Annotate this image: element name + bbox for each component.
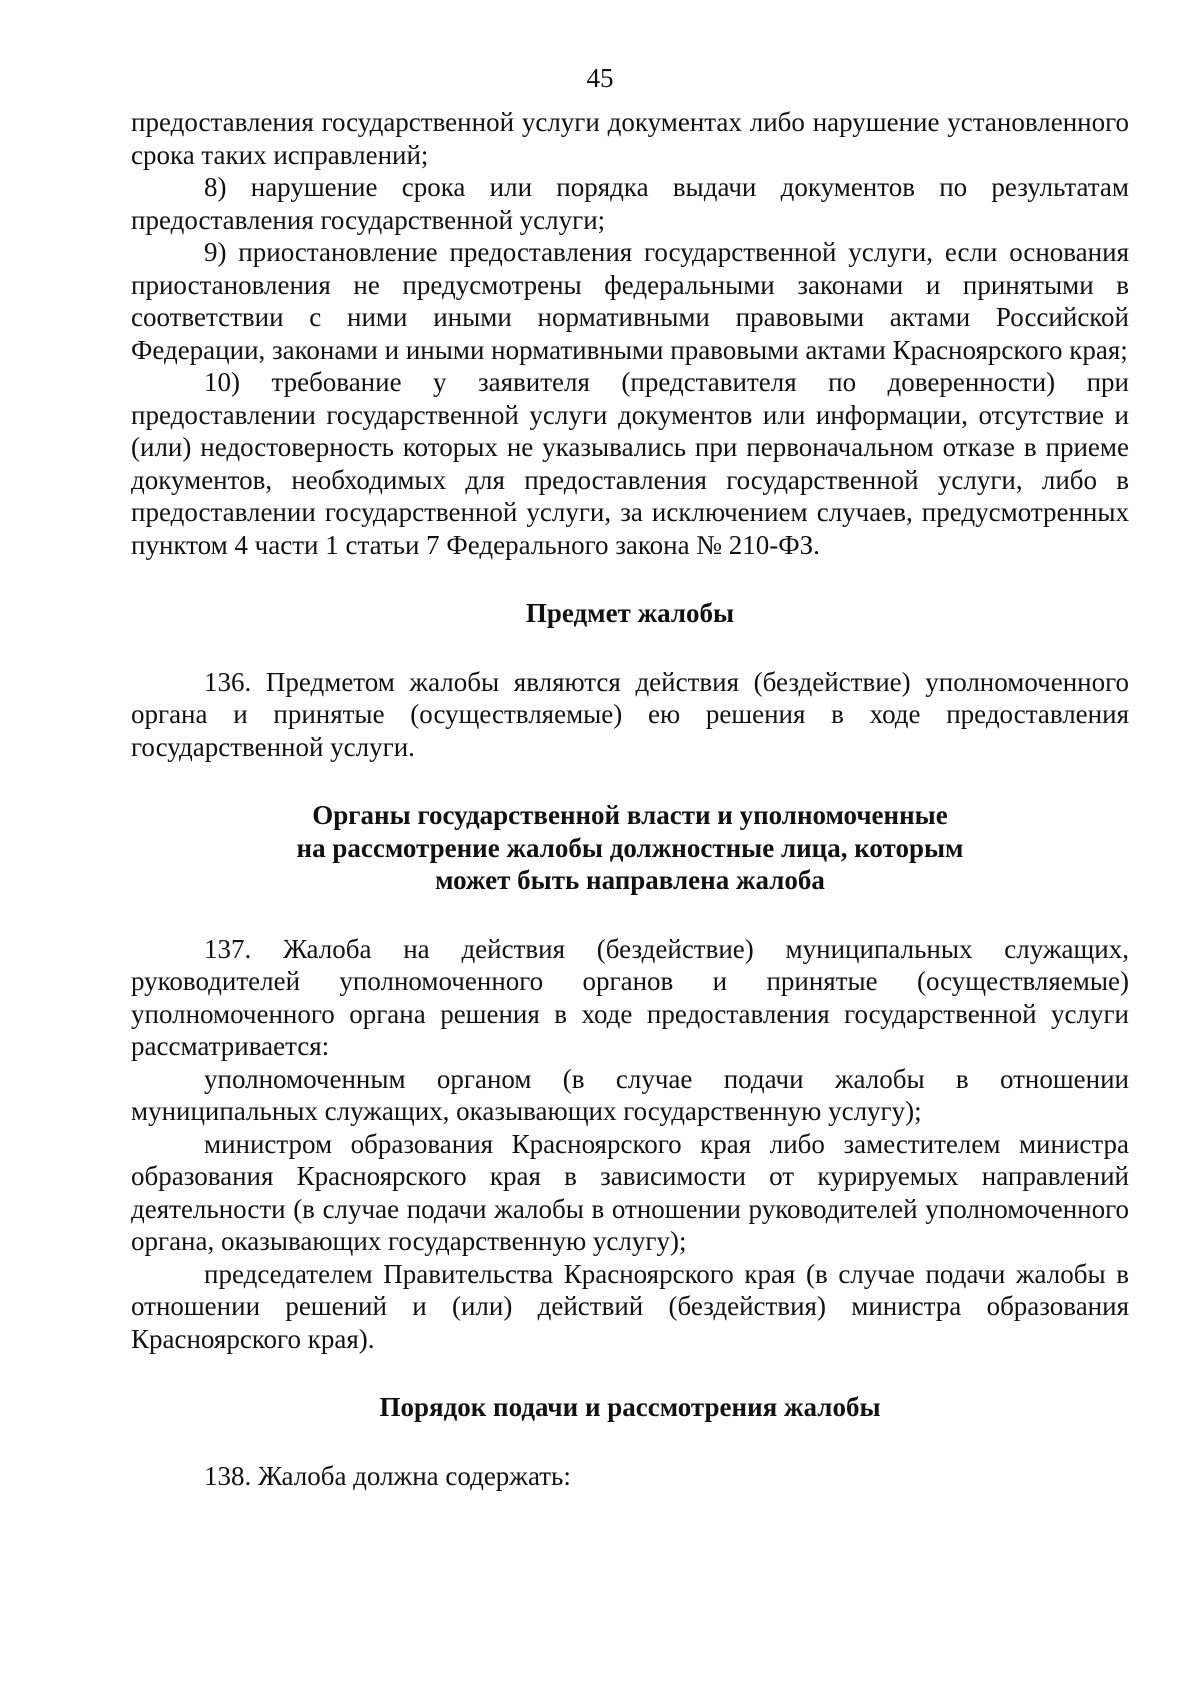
paragraph-137-minister: министром образования Красноярского края либо заместителем министра образования Красноярского края в зависимости от курируемых направлений деятельности (в случае подачи жалобы в отношении руководителей уполномоченного органа, оказывающих государственную услугу); (131, 1128, 1129, 1256)
page-number: 45 (586, 63, 614, 93)
paragraph-continuation: предоставления государственной услуги документах либо нарушение установленного срока таких исправлений; (131, 107, 1129, 170)
heading-line: Органы государственной власти и уполномоченные (312, 800, 948, 830)
section-heading-procedure: Порядок подачи и рассмотрения жалобы (379, 1392, 881, 1422)
document-body (131, 106, 1129, 1492)
paragraph-137-government-chair: председателем Правительства Красноярского края (в случае подачи жалобы в отношении решений и (или) действий (бездействия) министра образования Красноярского края). (131, 1258, 1129, 1354)
list-item-10: 10) требование у заявителя (представителя по доверенности) при предоставлении государственной услуги документов или информации, отсутствие и (или) недостоверность которых не указывались при первоначальном отказе в приеме документов, необходимых для предоставления государственной услуги, либо в предоставлении государственной услуги, за исключением случаев, предусмотренных пунктом 4 части 1 статьи 7 Федерального закона № 210-ФЗ. (131, 367, 1129, 560)
section-heading-bodies (131, 799, 1129, 897)
paragraph-137: 137. Жалоба на действия (бездействие) муниципальных служащих, руководителей уполномоченного органов и принятые (осуществляемые) уполномоченного органа решения в ходе предоставления государственной услуги рассматривается: (131, 933, 1129, 1061)
list-item-9: 9) приостановление предоставления государственной услуги, если основания приостановления не предусмотрены федеральными законами и принятыми в соответствии с ними иными нормативными правовыми актами Российской Федерации, законами и иными нормативными правовыми актами Красноярского края; (131, 237, 1129, 365)
paragraph-137-authorized-body: уполномоченным органом (в случае подачи жалобы в отношении муниципальных служащих, оказывающих государственную услугу); (131, 1063, 1129, 1126)
heading-line: на рассмотрение жалобы должностные лица, которым (296, 832, 964, 863)
section-heading-subject: Предмет жалобы (525, 598, 735, 628)
list-item-8: 8) нарушение срока или порядка выдачи документов по результатам предоставления государственной услуги; (131, 172, 1129, 235)
paragraph-136: 136. Предметом жалобы являются действия (бездействие) уполномоченного органа и принятые (осуществляемые) ею решения в ходе предоставления государственной услуги. (131, 666, 1129, 762)
heading-line: может быть направлена жалоба (435, 865, 825, 895)
paragraph-138: 138. Жалоба должна содержать: (204, 1460, 571, 1491)
